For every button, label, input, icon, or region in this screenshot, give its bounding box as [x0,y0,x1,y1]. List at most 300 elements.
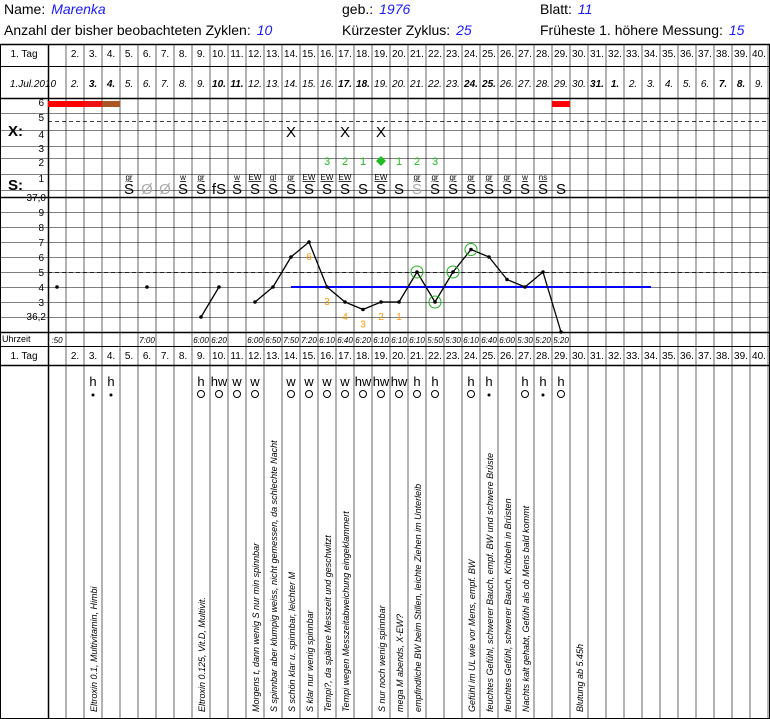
cervix-symbol: h [485,374,493,389]
cervix-circle [468,391,475,398]
peak-diamond [376,156,386,166]
measure-time: 6:10 [463,336,479,345]
measure-time: 5:20 [535,336,551,345]
cervix-circle [432,391,439,398]
cervix-symbol: w [322,374,332,389]
temp-tick-label: 8 [38,223,44,234]
level-tick-label: 5 [38,113,44,124]
cervix-circle [306,391,313,398]
day-number: 34. [644,49,658,60]
shortest-cycle-label: Kürzester Zyklus: [342,22,451,38]
mucus-symbol: fS [211,181,227,198]
date-label: 15. [302,79,316,90]
note-text: Gefühl im UL wie vor Mens, empf. BW [467,559,477,712]
date-label: 22. [428,79,442,90]
cervix-symbol: w [232,374,242,389]
temperature-point [289,255,293,259]
measure-time: 6:10 [373,336,389,345]
day-number-bottom: 13. [266,351,280,362]
day-number-bottom: 15. [302,351,316,362]
cervix-symbol: w [286,374,296,389]
day-first-label: 1. Tag [10,49,38,60]
cervix-circle [414,391,421,398]
cervix-symbol: h [89,374,97,389]
date-label: 3. [646,79,656,90]
date-label: 12. [248,79,262,90]
mucus-descriptor: gr [413,173,421,182]
temperature-point [379,300,383,304]
note-text: Eltroxin 0.1, Multivitamin, Himbi [89,586,99,712]
date-label: 14. [284,79,298,90]
level-tick-label: 6 [38,98,44,109]
temperature-point [559,330,563,334]
day-first-bottom-label: 1. Tag [10,351,38,362]
day-number-bottom: 40. [752,351,766,362]
cervix-symbol: w [250,374,260,389]
day-number-bottom: 39. [734,351,748,362]
cervix-symbol: hw [210,374,228,389]
date-label: 7. [718,79,728,90]
cycles-label: Anzahl der bisher beobachteten Zyklen: [4,22,251,38]
mucus-descriptor: EW [374,173,388,182]
orange-count: 3 [360,319,366,331]
mucus-descriptor: gl [269,173,277,182]
day-number-bottom: 27. [518,351,532,362]
day-number-bottom: 17. [338,351,352,362]
day-number: 39. [734,49,748,60]
x-mark: X [375,124,387,141]
mucus-symbol: S [519,181,531,198]
cervix-symbol: hw [390,374,408,389]
cycles-value: 10 [256,22,273,38]
temp-tick-label: 3 [38,298,44,309]
day-number-bottom: 32. [608,351,622,362]
day-number-bottom: 23. [446,351,460,362]
temp-tick-label: 6 [38,253,44,264]
note-text: mega M abends, X-EW? [395,613,405,712]
mucus-descriptor: EW [320,173,334,182]
date-first-label: 1.Jul.2010 [9,79,57,90]
day-number-bottom: 4. [106,351,116,362]
day-number-bottom: 34. [644,351,658,362]
date-label: 2. [628,79,638,90]
temperature-point [469,248,473,252]
peak-count: 2 [341,156,349,168]
measure-time: 7:20 [301,336,317,345]
day-number-bottom: 16. [320,351,334,362]
note-text: feuchtes Gefühl, schwerer Bauch, Kribbeln in Brüsten [503,498,513,712]
day-number-bottom: 5. [124,351,134,362]
note-text: empfindliche BW beim Stillen, leichte Ziehen im Unterleib [413,483,423,712]
mucus-symbol: S [393,181,405,198]
mucus-symbol: S [249,181,261,198]
mucus-descriptor: EW [248,173,262,182]
mucus-descriptor: gr [125,173,133,182]
cervix-dot [92,394,95,397]
temp-tick-label: 5 [38,268,44,279]
day-number-bottom: 12. [248,351,262,362]
day-number: 5. [124,49,134,60]
day-number: 16. [320,49,334,60]
date-label: 28. [536,79,550,90]
mucus-symbol: S [267,181,279,198]
earliest-measure-label: Früheste 1. höhere Messung: [540,22,723,38]
measure-time: :50 [51,336,63,345]
measure-time: 6:10 [391,336,407,345]
note-text: Tempi wegen Messzeitabweichung eingeklammert [341,511,351,712]
day-number-bottom: 9. [196,351,206,362]
temp-base-label: 37,0 [26,193,46,204]
day-number-bottom: 14. [284,351,298,362]
measure-time: 6:10 [409,336,425,345]
day-number: 23. [446,49,460,60]
cervix-symbol: h [539,374,547,389]
day-number: 38. [716,49,730,60]
name-value: Marenka [51,1,106,17]
temperature-point [325,285,329,289]
day-number: 14. [284,49,298,60]
cervix-symbol: hw [354,374,372,389]
bleeding-bar [84,101,102,107]
temperature-point [451,270,455,274]
date-label: 27. [518,79,532,90]
date-label: 18. [356,79,370,90]
day-number: 17. [338,49,352,60]
date-label: 13. [266,79,280,90]
x-row-label: X: [8,123,23,140]
bleeding-bar [48,101,66,107]
day-number: 37. [698,49,712,60]
day-number-bottom: 18. [356,351,370,362]
mucus-symbol: S [231,181,243,198]
cervix-symbol: w [304,374,314,389]
day-number: 24. [464,49,478,60]
day-number: 11. [230,49,244,60]
date-label: 29. [554,79,568,90]
measure-time: 7:50 [283,336,299,345]
day-number-bottom: 36. [680,351,694,362]
shortest-cycle-value: 25 [456,22,472,38]
day-number: 15. [302,49,316,60]
day-number-bottom: 21. [410,351,424,362]
day-number: 29. [554,49,568,60]
bleeding-bar [552,101,570,107]
mucus-descriptor: gr [467,173,475,182]
day-number: 2. [70,49,80,60]
cervix-circle [378,391,385,398]
temperature-point [307,240,311,244]
mucus-symbol: S [465,181,477,198]
cervix-symbol: h [521,374,529,389]
day-number-bottom: 10. [212,351,226,362]
temperature-point [253,300,257,304]
note-text: feuchtes Gefühl, schwerer Bauch, empf. BW und schwere Brüste [485,452,495,712]
level-tick-label: 1 [38,174,44,185]
measure-time: 6:20 [355,336,371,345]
day-number-bottom: 26. [500,351,514,362]
cervix-dot [542,394,545,397]
peak-count: 2 [413,156,421,168]
measure-time: 5:30 [517,336,533,345]
temperature-point [487,255,491,259]
orange-count: 1 [396,312,402,323]
day-number-bottom: 24. [464,351,478,362]
date-label: 2. [70,79,80,90]
day-number-bottom: 33. [626,351,640,362]
cervix-circle [342,391,349,398]
day-number: 4. [106,49,116,60]
sheet-value: 11 [577,1,593,17]
day-number-bottom: 35. [662,351,676,362]
peak-count: 3 [431,156,439,168]
cervix-circle [324,391,331,398]
mucus-symbol: S [195,181,207,198]
mucus-symbol: Ø [159,181,171,198]
temperature-point [361,308,365,312]
mucus-symbol: S [447,181,459,198]
mucus-descriptor: gr [485,173,493,182]
mucus-symbol: S [357,181,369,198]
date-label: 17. [338,79,352,90]
date-label: 6. [700,79,710,90]
note-text: S klar nur wenig spinnbar [305,610,315,712]
cervix-symbol: h [467,374,475,389]
temperature-point [523,285,527,289]
measure-time: 6:20 [211,336,227,345]
mucus-symbol: S [483,181,495,198]
day-number: 13. [266,49,280,60]
temperature-point [415,270,419,274]
cervix-symbol: h [197,374,205,389]
day-number: 25. [482,49,496,60]
measure-time: 6:50 [265,336,281,345]
temperature-point [343,300,347,304]
measure-time: 6:40 [337,336,353,345]
name-label: Name: [4,1,46,17]
level-tick-label: 3 [38,144,44,155]
measure-time: 6:00 [499,336,515,345]
temp-tick-label: 4 [38,283,44,294]
note-text: Morgens t, dann wenig S nur min spinnbar [251,542,261,712]
cervix-dot [488,394,491,397]
mucus-descriptor: gr [287,173,295,182]
day-number-bottom: 3. [88,351,98,362]
day-number-bottom: 19. [374,351,388,362]
day-number: 8. [178,49,188,60]
measure-time: 6:00 [247,336,263,345]
day-number-bottom: 22. [428,351,442,362]
peak-count: 1 [395,156,403,168]
bleeding-bar [102,101,120,107]
orange-count: 2 [378,312,384,323]
mucus-symbol: S [429,181,441,198]
day-number: 36. [680,49,694,60]
note-text: S nur noch wenig spinnbar [377,605,387,712]
date-label: 8. [178,79,188,90]
cervix-symbol: h [107,374,115,389]
peak-count: 1 [359,156,367,168]
mucus-symbol: S [501,181,513,198]
date-label: 25. [482,79,496,90]
temperature-point [541,270,545,274]
day-number-bottom: 25. [482,351,496,362]
date-label: 9. [196,79,206,90]
measure-time: 5:50 [427,336,443,345]
x-mark: X [285,124,297,141]
temperature-point [397,300,401,304]
level-tick-label: 2 [38,158,44,169]
date-label: 5. [124,79,134,90]
cervix-circle [198,391,205,398]
date-label: 10. [212,79,226,90]
temperature-point [55,285,59,289]
s-row-label: S: [8,177,23,194]
measure-time: 6:40 [481,336,497,345]
mucus-descriptor: w [180,173,186,182]
measure-time: 6:10 [319,336,335,345]
orange-count: 6 [306,252,312,263]
day-number-bottom: 20. [392,351,406,362]
cervix-circle [558,391,565,398]
date-label: 31. [590,79,604,90]
mucus-descriptor: ns [538,173,548,182]
temp-bottom-label: 36,2 [26,312,46,323]
day-number: 20. [392,49,406,60]
date-label: 11. [230,79,244,90]
day-number: 40. [752,49,766,60]
day-number: 27. [518,49,532,60]
day-number-bottom: 2. [70,351,80,362]
mucus-symbol: S [339,181,351,198]
cervix-dot [110,394,113,397]
day-number: 31. [590,49,604,60]
date-label: 1. [610,79,620,90]
day-number-bottom: 28. [536,351,550,362]
day-number-bottom: 11. [230,351,244,362]
temperature-point [505,278,509,282]
cervix-symbol: h [413,374,421,389]
peak-count: 3 [323,156,331,168]
orange-count: 4 [342,312,348,323]
cervix-circle [396,391,403,398]
mucus-descriptor: gr [449,173,457,182]
day-number: 6. [142,49,152,60]
chart-marks [48,49,766,712]
cervix-symbol: w [340,374,350,389]
date-label: 7. [160,79,170,90]
date-label: 20. [392,79,406,90]
mucus-symbol: S [321,181,333,198]
note-text: S spinnbar aber klumpig weiss, nicht gemessen, da schlechte Nacht [269,440,279,712]
mucus-symbol: S [285,181,297,198]
cervix-circle [522,391,529,398]
day-number: 28. [536,49,550,60]
orange-count: 3 [324,297,330,308]
date-label: 9. [754,79,764,90]
day-number-bottom: 8. [178,351,188,362]
cervix-circle [234,391,241,398]
day-number: 10. [212,49,226,60]
day-number-bottom: 7. [160,351,170,362]
cervix-symbol: h [557,374,565,389]
date-label: 19. [374,79,388,90]
day-number-bottom: 31. [590,351,604,362]
day-number: 12. [248,49,262,60]
day-number: 7. [160,49,170,60]
date-label: 4. [664,79,674,90]
cervix-symbol: hw [372,374,390,389]
measure-time: 6:00 [193,336,209,345]
note-text: Nachts kalt gehabt, Gefühl als ob Mens bald kommt [521,505,531,712]
birth-label: geb.: [342,1,374,17]
mucus-symbol: S [537,181,549,198]
measure-time: 7:00 [139,336,155,345]
measure-time: 5:30 [445,336,461,345]
measure-time: 5:20 [553,336,569,345]
mucus-symbol: S [555,181,567,198]
day-number: 22. [428,49,442,60]
temp-tick-label: 9 [38,208,44,219]
note-text: S schön klar u. spinnbar, leichter M [287,571,297,712]
date-label: 26. [500,79,514,90]
day-number-bottom: 37. [698,351,712,362]
day-number: 30. [572,49,586,60]
date-label: 21. [410,79,424,90]
mucus-symbol: S [177,181,189,198]
mucus-symbol: S [303,181,315,198]
time-row-label: Uhrzeit [2,334,31,344]
temperature-point [217,285,221,289]
cervix-circle [360,391,367,398]
level-tick-label: 4 [38,130,44,141]
date-label: 30. [572,79,586,90]
day-number: 19. [374,49,388,60]
day-number: 21. [410,49,424,60]
day-number-bottom: 38. [716,351,730,362]
mucus-symbol: S [411,181,423,198]
temperature-point [271,285,275,289]
date-label: 16. [320,79,334,90]
cervix-circle [216,391,223,398]
day-number: 3. [88,49,98,60]
day-number-bottom: 6. [142,351,152,362]
mucus-descriptor: EW [338,173,352,182]
temperature-point [199,315,203,319]
temperature-point [433,300,437,304]
note-text: Tempi?, da spätere Messzeit und geschwitzt [323,535,333,712]
bleeding-bar [66,101,84,107]
sheet-label: Blatt: [540,1,572,17]
mucus-descriptor: w [234,173,240,182]
birth-value: 1976 [379,1,411,17]
cervix-circle [252,391,259,398]
mucus-symbol: Ø [141,181,153,198]
day-number-bottom: 30. [572,351,586,362]
mucus-descriptor: EW [302,173,316,182]
day-number: 9. [196,49,206,60]
temp-tick-label: 7 [38,238,44,249]
mucus-symbol: S [375,181,387,198]
date-label: 23. [446,79,460,90]
mucus-descriptor: gr [431,173,439,182]
x-mark: X [339,124,351,141]
date-label: 8. [736,79,746,90]
date-label: 6. [142,79,152,90]
day-number: 18. [356,49,370,60]
day-number-bottom: 29. [554,351,568,362]
day-number: 35. [662,49,676,60]
day-number: 33. [626,49,640,60]
